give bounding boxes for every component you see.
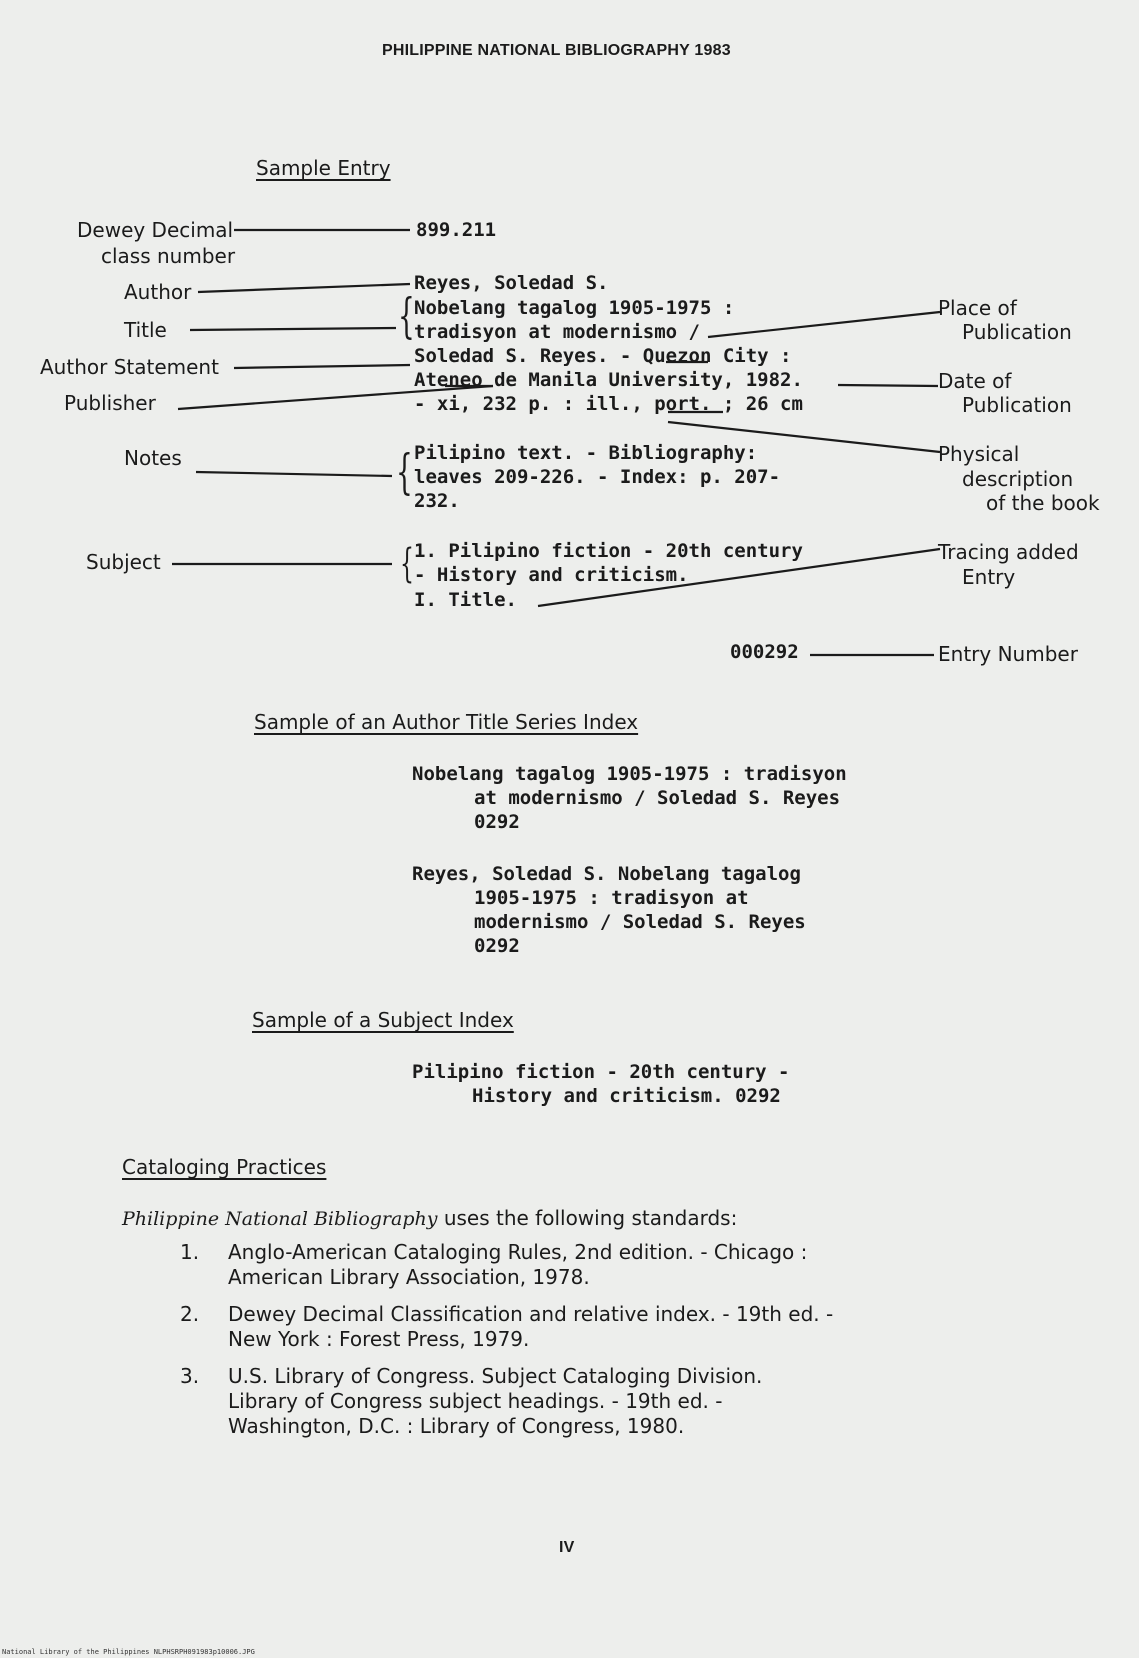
entry-number-value: 000292 bbox=[730, 641, 799, 663]
sample-entry-heading: Sample Entry bbox=[256, 156, 391, 180]
ati-entry2-line2: 1905-1975 : tradisyon at bbox=[474, 887, 749, 909]
entry-publisher: Ateneo de Manila University, 1982. bbox=[414, 369, 803, 391]
author-statement-connector bbox=[234, 365, 410, 368]
standard-3-line2: Library of Congress subject headings. - 19th ed. - bbox=[228, 1389, 723, 1413]
ati-entry2-line1: Reyes, Soledad S. Nobelang tagalog bbox=[412, 863, 801, 885]
entry-notes-2: leaves 209-226. - Index: p. 207- bbox=[414, 466, 781, 488]
label-physical-1: Physical bbox=[938, 442, 1020, 466]
entry-subject-2: - History and criticism. bbox=[414, 564, 689, 586]
label-tracing-2: Entry bbox=[962, 565, 1016, 589]
entry-physical: - xi, 232 p. : ill., port. ; 26 cm bbox=[414, 393, 803, 415]
standard-1-number: 1. bbox=[180, 1240, 200, 1264]
standard-1-line2: American Library Association, 1978. bbox=[228, 1265, 590, 1289]
label-publisher: Publisher bbox=[64, 391, 156, 415]
standard-2-number: 2. bbox=[180, 1302, 200, 1326]
entry-notes-1: Pilipino text. - Bibliography: bbox=[414, 442, 758, 464]
entry-title-2: tradisyon at modernismo / bbox=[414, 321, 700, 343]
standard-2-line1: Dewey Decimal Classification and relative index. - 19th ed. - bbox=[228, 1302, 834, 1326]
pnb-title: Philippine National Bibliography bbox=[122, 1208, 438, 1230]
ati-entry1-line3: 0292 bbox=[474, 811, 520, 833]
entry-subject-1: 1. Pilipino fiction - 20th century bbox=[414, 540, 803, 562]
standard-3-line3: Washington, D.C. : Library of Congress, 1980. bbox=[228, 1414, 685, 1438]
date-connector bbox=[838, 385, 938, 386]
running-header: PHILIPPINE NATIONAL BIBLIOGRAPHY 1983 bbox=[382, 42, 731, 59]
label-subject: Subject bbox=[86, 550, 161, 574]
label-place-2: Publication bbox=[962, 320, 1072, 344]
entry-author: Reyes, Soledad S. bbox=[414, 272, 609, 294]
place-connector bbox=[708, 312, 940, 337]
ati-entry1-line2: at modernismo / Soledad S. Reyes bbox=[474, 787, 841, 809]
title-connector bbox=[190, 328, 396, 330]
notes-connector bbox=[196, 472, 392, 476]
standard-1-line1: Anglo-American Cataloging Rules, 2nd edition. - Chicago : bbox=[228, 1240, 808, 1264]
subject-index-line1: Pilipino fiction - 20th century - bbox=[412, 1061, 790, 1083]
label-place-1: Place of bbox=[938, 296, 1017, 320]
author-connector bbox=[198, 284, 410, 292]
label-entry-number: Entry Number bbox=[938, 642, 1078, 666]
cataloging-heading: Cataloging Practices bbox=[122, 1155, 327, 1179]
subject-index-heading: Sample of a Subject Index bbox=[252, 1008, 514, 1032]
subject-index-line2: History and criticism. 0292 bbox=[472, 1085, 781, 1107]
label-dewey: Dewey Decimal bbox=[77, 218, 234, 242]
label-notes: Notes bbox=[124, 446, 182, 470]
subject-brace: { bbox=[400, 541, 414, 587]
entry-tracing: I. Title. bbox=[414, 589, 517, 611]
entry-title-1: Nobelang tagalog 1905-1975 : bbox=[414, 297, 735, 319]
label-date-2: Publication bbox=[962, 393, 1072, 417]
footer-credit: National Library of the Philippines NLPHSRPH091983p10006.JPG bbox=[2, 1648, 255, 1656]
title-brace: { bbox=[398, 288, 415, 344]
entry-statement: Soledad S. Reyes. - Quezon City : bbox=[414, 345, 792, 367]
label-physical-3: of the book bbox=[986, 491, 1100, 515]
author-title-index-heading: Sample of an Author Title Series Index bbox=[254, 710, 639, 734]
cataloging-intro bbox=[122, 1206, 737, 1231]
notes-brace: { bbox=[396, 444, 413, 500]
ati-entry2-line3: modernismo / Soledad S. Reyes bbox=[474, 911, 806, 933]
label-title: Title bbox=[124, 318, 167, 342]
label-author: Author bbox=[124, 280, 192, 304]
dewey-number: 899.211 bbox=[416, 219, 497, 241]
label-physical-2: description bbox=[962, 467, 1074, 491]
standard-3-line1: U.S. Library of Congress. Subject Cataloging Division. bbox=[228, 1364, 763, 1388]
label-dewey-2: class number bbox=[101, 244, 236, 268]
label-date-1: Date of bbox=[938, 369, 1012, 393]
cataloging-intro-rest: uses the following standards: bbox=[437, 1206, 738, 1230]
standard-3-number: 3. bbox=[180, 1364, 200, 1388]
page-number: IV bbox=[559, 1539, 575, 1556]
entry-notes-3: 232. bbox=[414, 490, 460, 512]
label-tracing-1: Tracing added bbox=[938, 540, 1079, 564]
label-author-statement: Author Statement bbox=[40, 355, 219, 379]
standard-2-line2: New York : Forest Press, 1979. bbox=[228, 1327, 530, 1351]
ati-entry2-line4: 0292 bbox=[474, 935, 520, 957]
ati-entry1-line1: Nobelang tagalog 1905-1975 : tradisyon bbox=[412, 763, 847, 785]
